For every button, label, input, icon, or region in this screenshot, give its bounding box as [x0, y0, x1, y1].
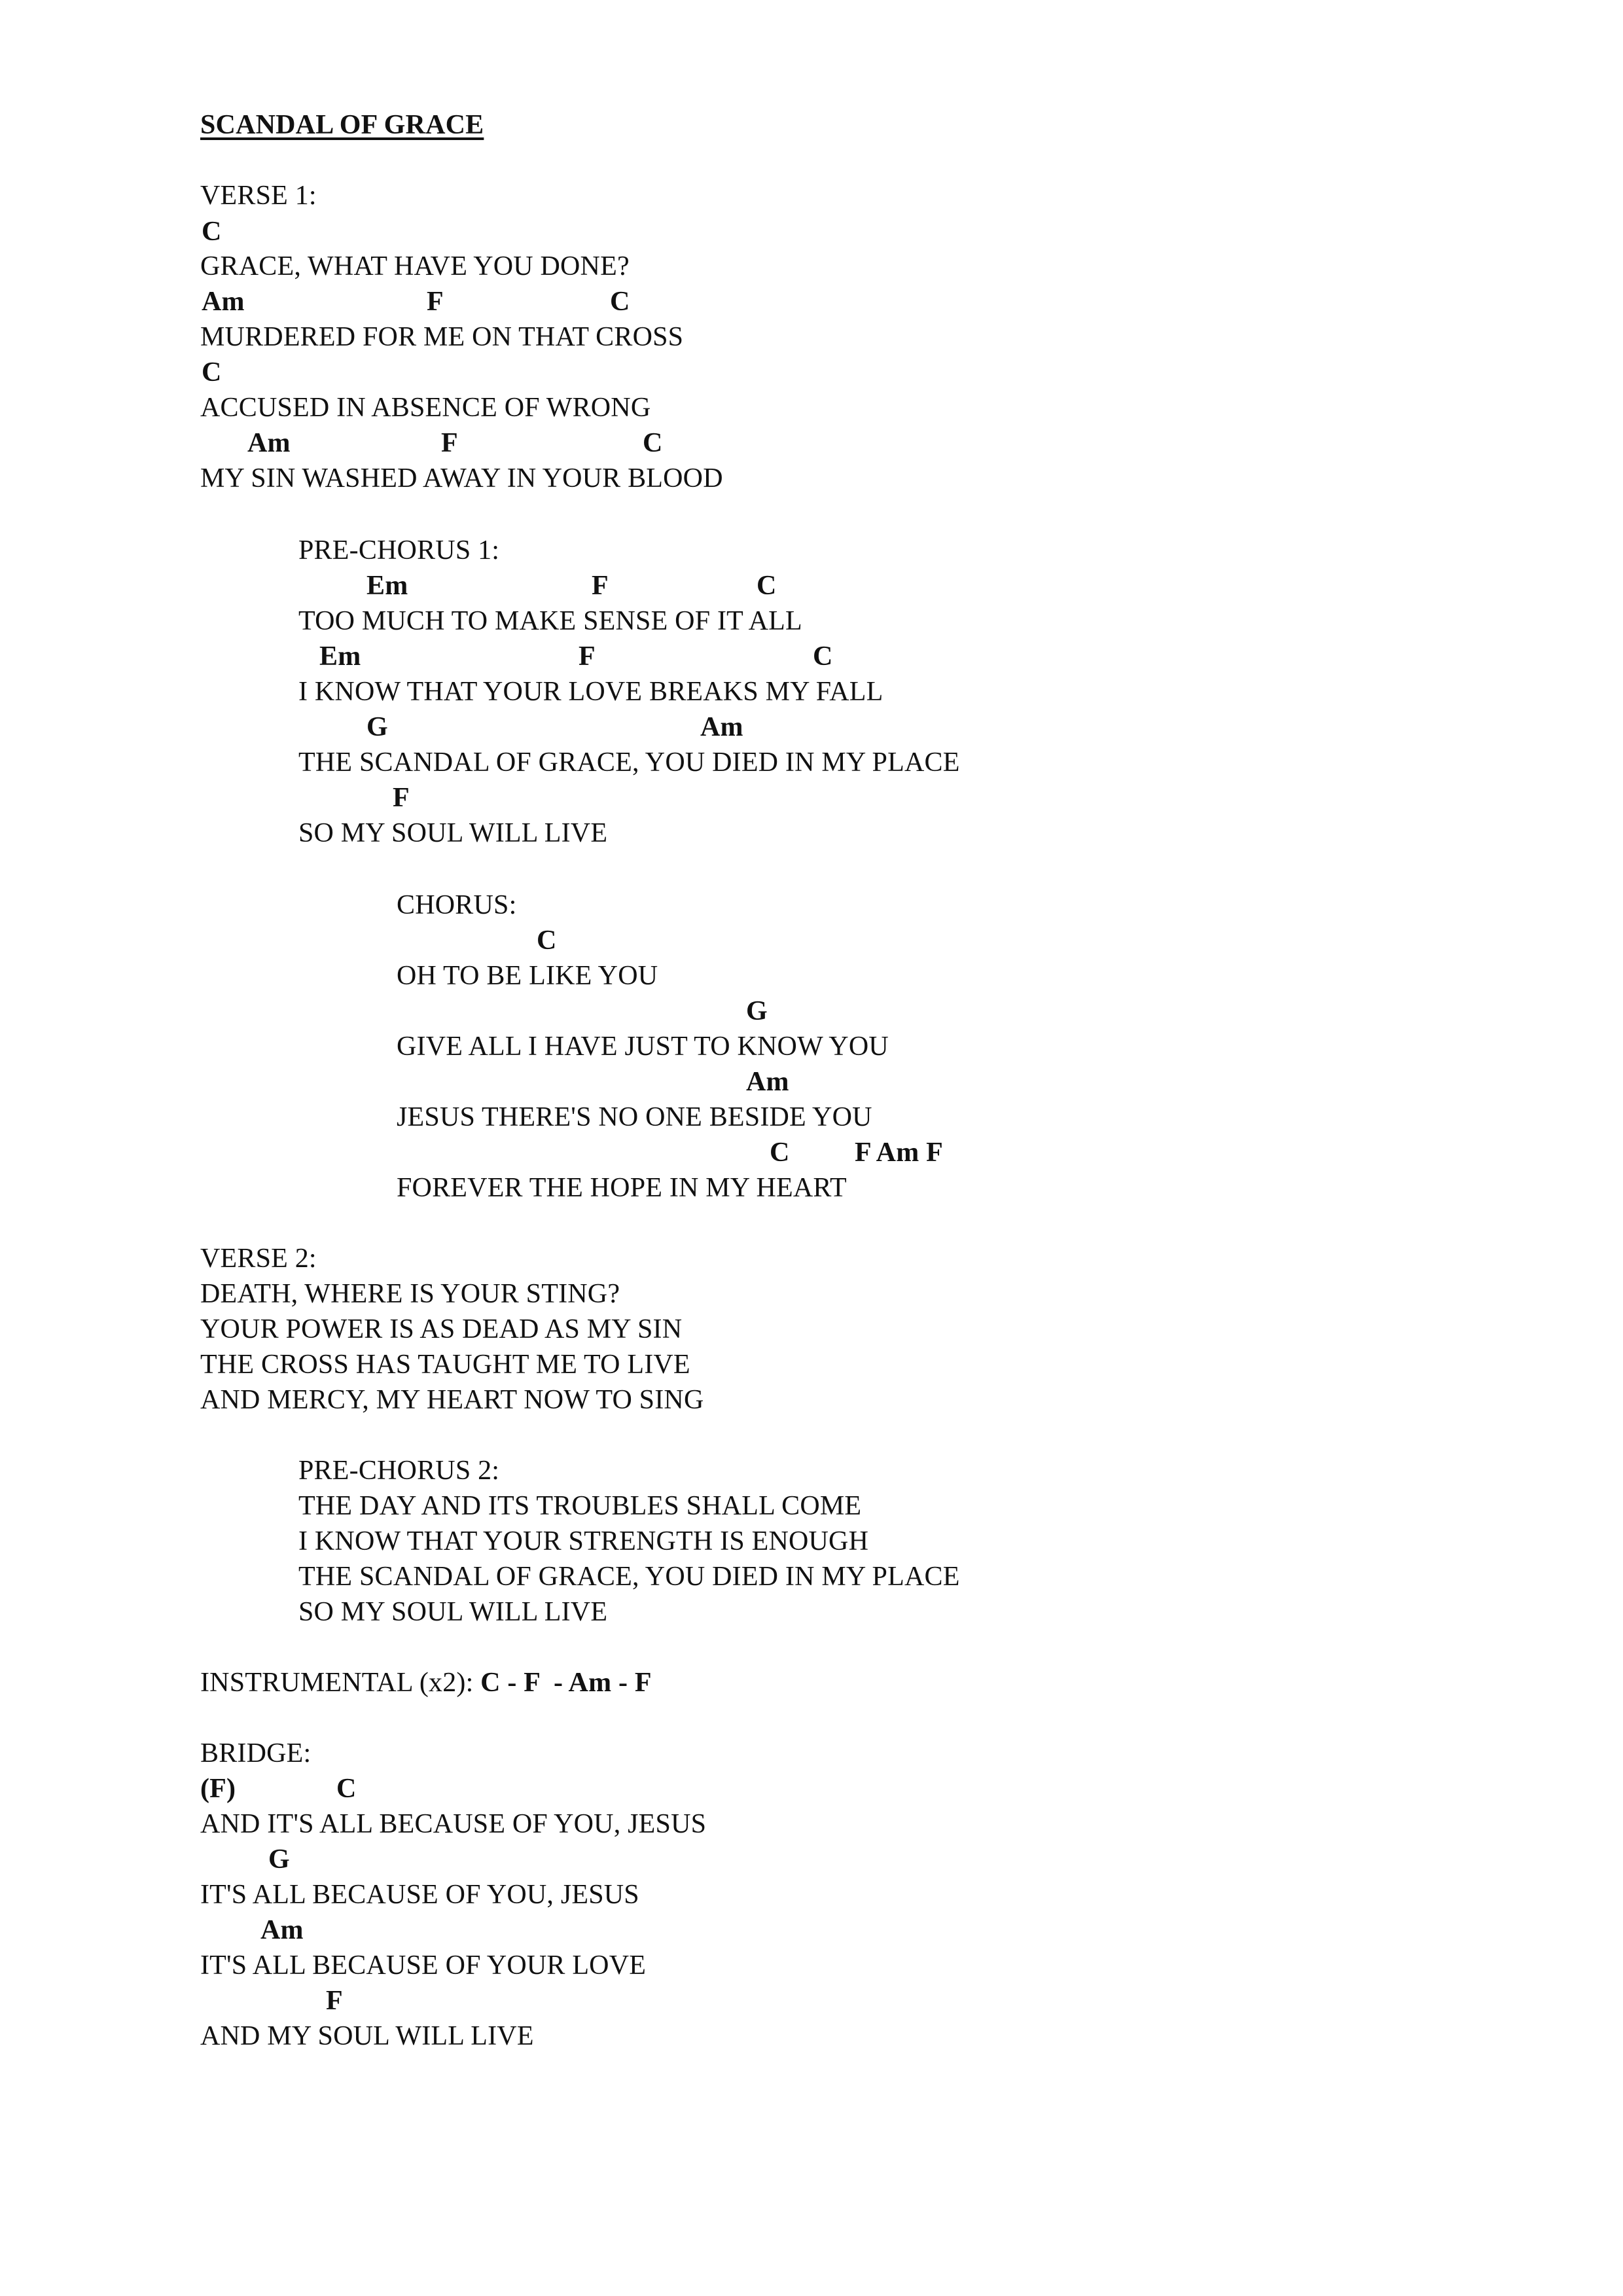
- lyric-line: AND MY SOUL WILL LIVE: [200, 2021, 534, 2051]
- instrumental-label: INSTRUMENTAL (x2):: [200, 1668, 481, 1698]
- chord: F: [579, 641, 596, 672]
- chord: C: [202, 217, 222, 247]
- song-title: SCANDAL OF GRACE: [200, 110, 484, 140]
- prechorus1-heading: PRE-CHORUS 1:: [298, 535, 500, 565]
- lyric-line: THE DAY AND ITS TROUBLES SHALL COME: [298, 1491, 862, 1521]
- chord: C: [770, 1138, 790, 1168]
- verse1-heading: VERSE 1:: [200, 181, 317, 211]
- lyric-line: YOUR POWER IS AS DEAD AS MY SIN: [200, 1314, 683, 1344]
- chord: G: [268, 1844, 290, 1874]
- lyric-line: THE SCANDAL OF GRACE, YOU DIED IN MY PLACE: [298, 747, 960, 778]
- lyric-line: MY SIN WASHED AWAY IN YOUR BLOOD: [200, 463, 723, 493]
- chord: C: [813, 641, 833, 672]
- lyric-line: IT'S ALL BECAUSE OF YOUR LOVE: [200, 1950, 647, 1981]
- lyric-line: AND IT'S ALL BECAUSE OF YOU, JESUS: [200, 1809, 707, 1839]
- chord: G: [366, 712, 388, 742]
- chord: F: [427, 287, 444, 317]
- lyric-line: MURDERED FOR ME ON THAT CROSS: [200, 322, 684, 352]
- lyric-line: ACCUSED IN ABSENCE OF WRONG: [200, 393, 651, 423]
- chord: Am: [746, 1067, 789, 1097]
- verse2-heading: VERSE 2:: [200, 1244, 317, 1274]
- chord: Em: [366, 571, 408, 601]
- chord: C: [537, 925, 557, 956]
- chord: F: [326, 1986, 343, 2016]
- chord: Am: [247, 428, 291, 458]
- lyric-line: I KNOW THAT YOUR STRENGTH IS ENOUGH: [298, 1526, 869, 1556]
- lyric-line: OH TO BE LIKE YOU: [397, 961, 658, 991]
- lyric-line: GIVE ALL I HAVE JUST TO KNOW YOU: [397, 1031, 889, 1062]
- chord: F: [441, 428, 458, 458]
- lyric-line: SO MY SOUL WILL LIVE: [298, 818, 608, 848]
- prechorus2-heading: PRE-CHORUS 2:: [298, 1456, 500, 1486]
- lyric-line: DEATH, WHERE IS YOUR STING?: [200, 1279, 620, 1309]
- lyric-line: IT'S ALL BECAUSE OF YOU, JESUS: [200, 1880, 639, 1910]
- chord: C: [202, 357, 222, 387]
- chord: Am: [202, 287, 245, 317]
- instrumental-chords: C - F - Am - F: [480, 1668, 652, 1698]
- lyric-line: GRACE, WHAT HAVE YOU DONE?: [200, 251, 630, 281]
- chord: Em: [319, 641, 361, 672]
- lyric-line: AND MERCY, MY HEART NOW TO SING: [200, 1385, 704, 1415]
- lyric-line: SO MY SOUL WILL LIVE: [298, 1597, 608, 1627]
- chord: C: [610, 287, 630, 317]
- lyric-line: JESUS THERE'S NO ONE BESIDE YOU: [397, 1102, 872, 1132]
- bridge-heading: BRIDGE:: [200, 1738, 312, 1768]
- chord: Am: [260, 1915, 304, 1945]
- instrumental-line: [200, 1669, 652, 1696]
- lyric-line: FOREVER THE HOPE IN MY HEART: [397, 1173, 847, 1203]
- lyric-line: THE CROSS HAS TAUGHT ME TO LIVE: [200, 1350, 690, 1380]
- chord: G: [746, 996, 768, 1026]
- chord: C: [336, 1774, 357, 1804]
- chorus-heading: CHORUS:: [397, 890, 517, 920]
- chord: C: [643, 428, 663, 458]
- chord: (F): [200, 1774, 236, 1804]
- chord: F: [393, 783, 410, 813]
- lyric-line: I KNOW THAT YOUR LOVE BREAKS MY FALL: [298, 677, 883, 707]
- chord: Am: [700, 712, 743, 742]
- lyric-line: TOO MUCH TO MAKE SENSE OF IT ALL: [298, 606, 802, 636]
- chord: F: [592, 571, 609, 601]
- chord: C: [757, 571, 777, 601]
- lyric-line: THE SCANDAL OF GRACE, YOU DIED IN MY PLACE: [298, 1562, 960, 1592]
- chord: F Am F: [855, 1138, 943, 1168]
